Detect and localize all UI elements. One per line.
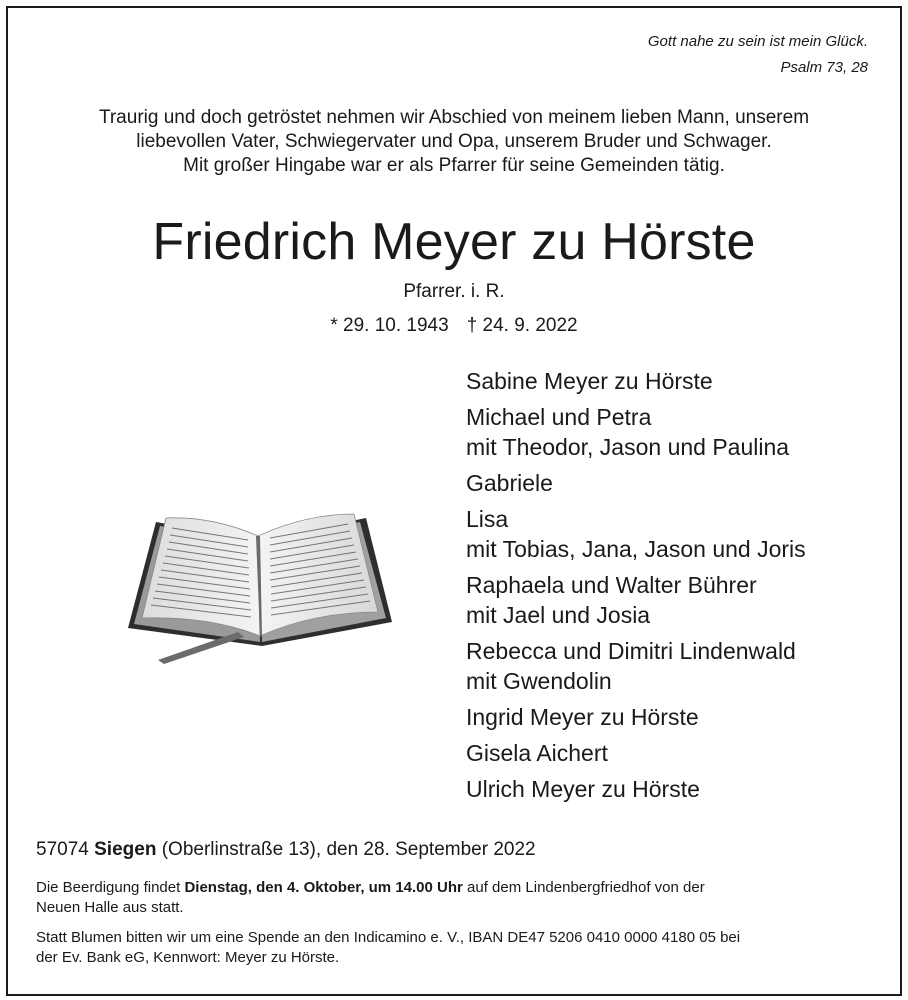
mourner-name: Gisela Aichert [466,740,608,766]
mourner-name: Ulrich Meyer zu Hörste [466,776,700,802]
funeral-notice [36,878,876,918]
place-date [36,838,536,862]
address-date: (Oberlinstraße 13), den 28. September 2022 [161,839,536,860]
mourner-name: Lisa [466,506,509,532]
mourner-children: mit Theodor, Jason und Paulina [466,434,790,460]
mourner-name: Ingrid Meyer zu Hörste [466,704,699,730]
deceased-name: Friedrich Meyer zu Hörste [152,213,756,271]
mourner-name: Sabine Meyer zu Hörste [466,368,713,394]
funeral-prefix: Die Beerdigung findet [36,879,181,896]
donation-line-2: der Ev. Bank eG, Kennwort: Meyer zu Hörste. [36,949,340,966]
intro-line-1: Traurig und doch getröstet nehmen wir Abschied von meinem lieben Mann, unserem [98,107,810,128]
funeral-when: Dienstag, den 4. Oktober, um 14.00 Uhr [184,879,463,896]
donation-line-1: Statt Blumen bitten wir um eine Spende an den Indicamino e. V., IBAN DE47 5206 0410 0000 4180 05 bei [36,929,741,946]
mourner-name: Raphaela und Walter Bührer [466,572,757,598]
mourner-name: Michael und Petra [466,404,652,430]
motto-quote: Gott nahe zu sein ist mein Glück. [647,33,868,50]
postcode: 57074 [36,839,89,860]
mourner-children: mit Gwendolin [466,668,612,694]
funeral-location-line-2: Neuen Halle aus statt. [36,899,184,916]
birth-date: * 29. 10. 1943 [330,315,449,336]
open-bible-icon [120,500,400,670]
life-dates [0,314,908,338]
intro-line-3: Mit großer Hingabe war er als Pfarrer für seine Gemeinden tätig. [183,155,725,176]
donation-notice [36,928,876,968]
motto-reference: Psalm 73, 28 [780,59,868,76]
mourner-name: Rebecca und Dimitri Lindenwald [466,638,796,664]
deceased-title: Pfarrer. i. R. [403,281,505,302]
intro-line-2: liebevollen Vater, Schwiegervater und Opa, unserem Bruder und Schwager. [136,131,772,152]
death-date: † 24. 9. 2022 [466,315,578,336]
city: Siegen [94,839,157,860]
mourner-name: Gabriele [466,470,553,496]
mourner-children: mit Jael und Josia [466,602,651,628]
funeral-location: auf dem Lindenbergfriedhof von der [467,879,705,896]
mourner-children: mit Tobias, Jana, Jason und Joris [466,536,806,562]
